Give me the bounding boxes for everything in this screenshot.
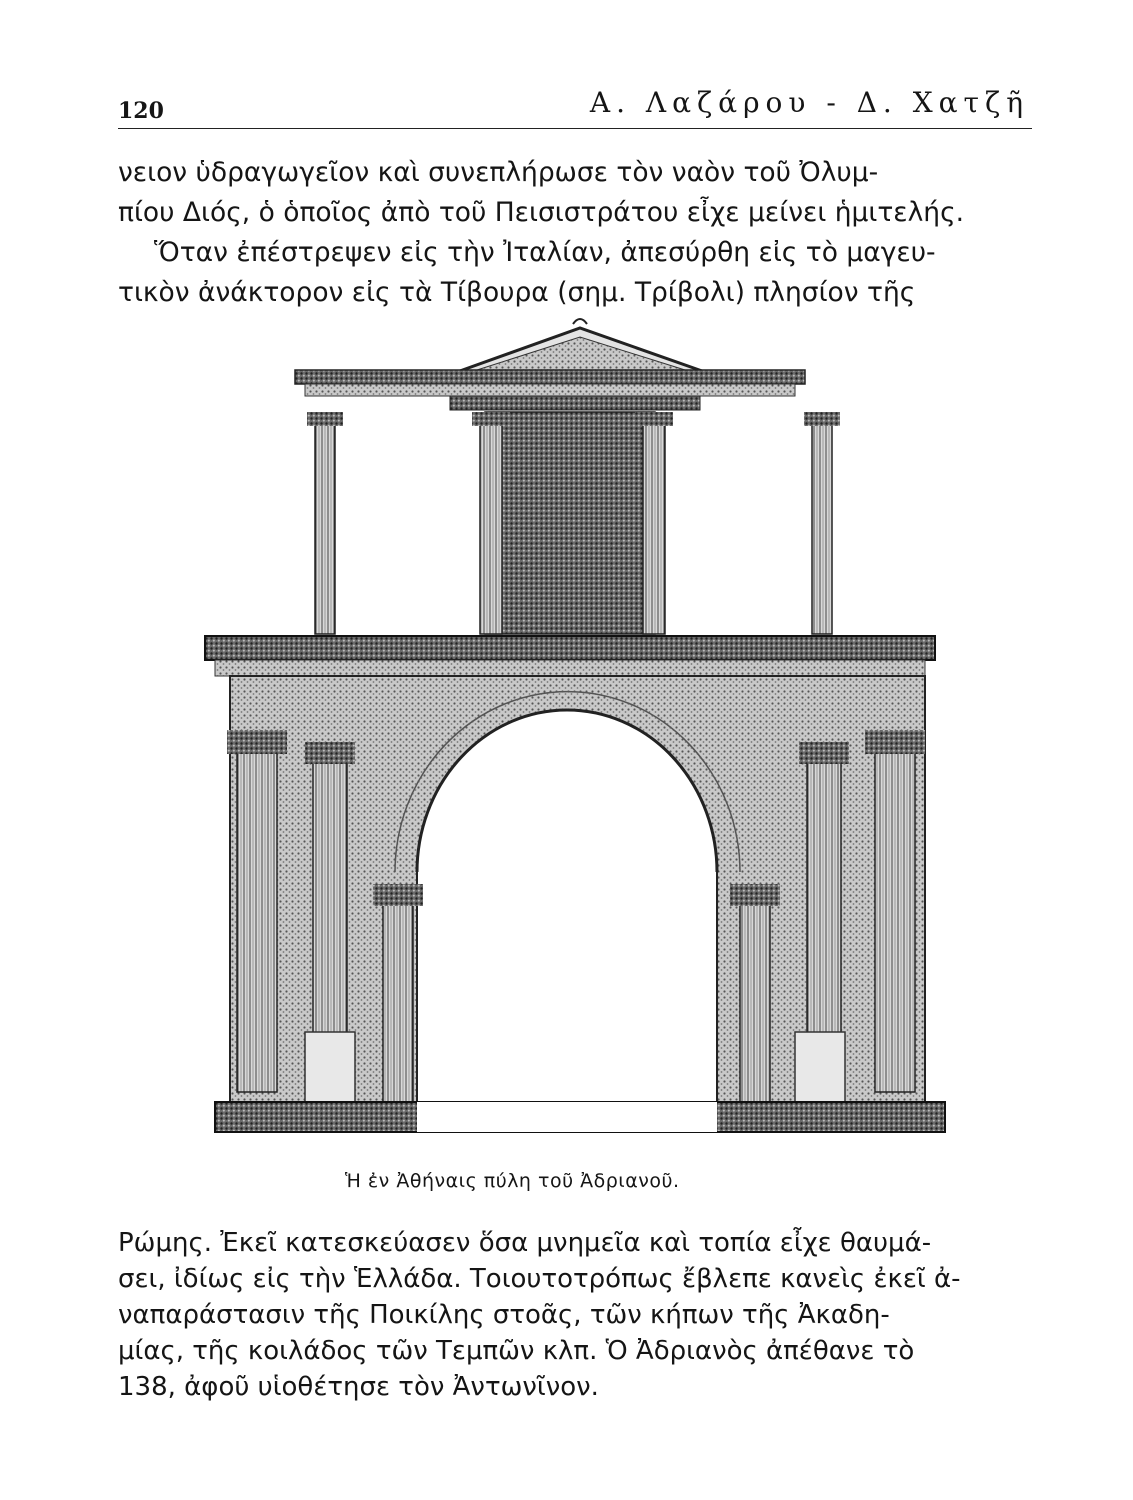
text-line: 138, ἀφοῦ υἱοθέτησε τὸν Ἀντωνῖνον. [118,1372,599,1402]
text-line: νειον ὑδραγωγεῖον καὶ συνεπλήρωσε τὸν ναὸν τοῦ Ὀλυμ- [118,157,879,188]
text-line: πίου Διός, ὁ ὁποῖος ἀπὸ τοῦ Πεισιστράτου εἶχε μείνει ἡμιτελής. [118,197,965,228]
upper-entablature [295,370,805,410]
pediment [457,319,705,372]
text-line: σει, ἰδίως εἰς τὴν Ἑλλάδα. Τοιουτοτρόπως ἔβλεπε κανεὶς ἐκεῖ ἀ- [118,1264,961,1294]
page-number: 120 [118,98,164,124]
figure-caption: Ἡ ἐν Ἀθήναις πύλη τοῦ Ἀδριανοῦ. [345,1170,680,1192]
text-line: τικὸν ἀνάκτορον εἰς τὰ Τίβουρα (σημ. Τρίβολι) πλησίον τῆς [118,277,916,308]
arch-of-hadrian-illustration [195,312,960,1148]
body-text-bottom [118,1225,1030,1405]
upper-wall [485,412,655,634]
header-rule [118,128,1032,129]
text-line: Ὅταν ἐπέστρεψεν εἰς τὴν Ἰταλίαν, ἀπεσύρθη εἰς τὸ μαγευ- [154,237,936,268]
body-text-top [118,153,1030,313]
text-line: Ρώμης. Ἐκεῖ κατεσκεύασεν ὅσα μνημεῖα καὶ τοπία εἶχε θαυμά- [118,1228,932,1258]
text-line: ναπαράστασιν τῆς Ποικίλης στοᾶς, τῶν κήπων τῆς Ἀκαδη- [118,1300,890,1330]
running-head: Α. Λαζάρου - Δ. Χατζῆ [589,86,1029,119]
text-line: μίας, τῆς κοιλάδος τῶν Τεμπῶν κλπ. Ὁ Ἀδριανὸς ἀπέθανε τὸ [118,1336,915,1366]
